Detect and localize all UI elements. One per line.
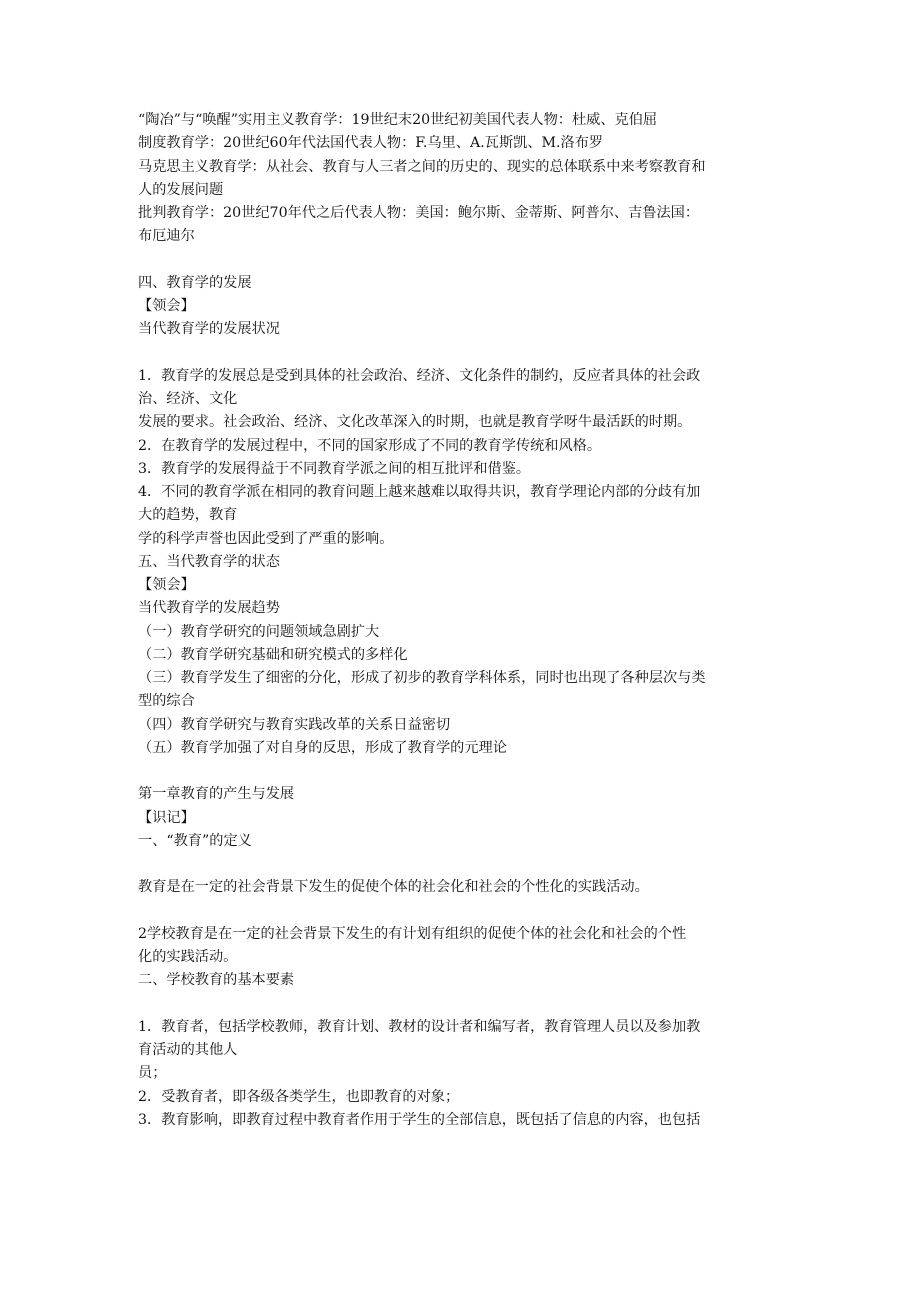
text-line: （五）教育学加强了对自身的反思，形成了教育学的元理论 bbox=[138, 739, 507, 756]
text-line: 五、当代教育学的状态 bbox=[138, 553, 280, 570]
text-line: 四、教育学的发展 bbox=[138, 274, 252, 291]
text-line: 第一章教育的产生与发展 bbox=[138, 786, 295, 803]
text-line: 化的实践活动。 bbox=[138, 949, 238, 965]
text-line: 当代教育学的发展趋势 bbox=[138, 600, 280, 617]
text-line: 2学校教育是在一定的社会背景下发生的有计划有组织的促使个体的社会化和社会的个性 bbox=[138, 925, 687, 942]
text-line: 人的发展问题 bbox=[138, 181, 224, 198]
blank-line bbox=[138, 249, 788, 272]
text-line: 二、学校教育的基本要素 bbox=[138, 972, 295, 989]
text-line: 型的综合 bbox=[138, 693, 195, 710]
document-body bbox=[138, 109, 788, 1132]
text-line: 批判教育学：20世纪70年代之后代表人物：美国：鲍尔斯、金蒂斯、阿普尔、吉鲁法国： bbox=[138, 205, 700, 221]
text-line: 育活动的其他人 bbox=[138, 1042, 238, 1058]
blank-line bbox=[138, 760, 788, 783]
text-line: “陶冶”与“唤醒”实用主义教育学：19世纪末20世纪初美国代表人物：杜威、克伯屈 bbox=[138, 112, 658, 128]
text-line: 2．在教育学的发展过程中，不同的国家形成了不同的教育学传统和风格。 bbox=[138, 437, 602, 454]
text-line: 一、“教育”的定义 bbox=[138, 832, 252, 849]
text-line: 3．教育影响，即教育过程中教育者作用于学生的全部信息，既包括了信息的内容，也包括 bbox=[138, 1111, 701, 1128]
text-line: 2．受教育者，即各级各类学生，也即教育的对象； bbox=[138, 1088, 460, 1105]
text-line: 大的趋势，教育 bbox=[138, 507, 238, 524]
text-line: 学的科学声誉也因此受到了严重的影响。 bbox=[138, 530, 394, 547]
text-line: （三）教育学发生了细密的分化，形成了初步的教育学科体系，同时也出现了各种层次与类 bbox=[138, 670, 706, 686]
text-line: 【识记】 bbox=[138, 809, 195, 826]
blank-line bbox=[138, 342, 788, 365]
text-line: 布厄迪尔 bbox=[138, 228, 195, 245]
text-line: 治、经济、文化 bbox=[138, 391, 238, 407]
blank-line bbox=[138, 900, 788, 923]
text-line: （四）教育学研究与教育实践改革的关系日益密切 bbox=[138, 716, 451, 733]
text-line: 员； bbox=[138, 1065, 167, 1082]
text-line: 1．教育者，包括学校教师，教育计划、教材的设计者和编写者，教育管理人员以及参加教 bbox=[138, 1018, 701, 1035]
text-line: （一）教育学研究的问题领域急剧扩大 bbox=[138, 623, 380, 640]
text-line: （二）教育学研究基础和研究模式的多样化 bbox=[138, 646, 408, 663]
text-line: 马克思主义教育学：从社会、教育与人三者之间的历史的、现实的总体联系中来考察教育和 bbox=[138, 158, 706, 175]
blank-line bbox=[138, 993, 788, 1016]
text-line: 3．教育学的发展得益于不同教育学派之间的相互批评和借鉴。 bbox=[138, 460, 531, 477]
text-line: 发展的要求。社会政治、经济、文化改革深入的时期，也就是教育学呀牛最活跃的时期。 bbox=[138, 414, 692, 431]
text-line: 当代教育学的发展状况 bbox=[138, 321, 280, 338]
text-line: 4．不同的教育学派在相同的教育问题上越来越难以取得共识，教育学理论内部的分歧有加 bbox=[138, 484, 701, 500]
text-line: 【领会】 bbox=[138, 577, 195, 593]
text-line: 1．教育学的发展总是受到具体的社会政治、经济、文化条件的制约，反应者具体的社会政 bbox=[138, 367, 701, 384]
blank-line bbox=[138, 853, 788, 876]
text-line: 教育是在一定的社会背景下发生的促使个体的社会化和社会的个性化的实践活动。 bbox=[138, 879, 649, 896]
text-line: 【领会】 bbox=[138, 298, 195, 314]
text-line: 制度教育学：20世纪60年代法国代表人物：F.乌里、A.瓦斯凯、M.洛布罗 bbox=[138, 135, 604, 152]
